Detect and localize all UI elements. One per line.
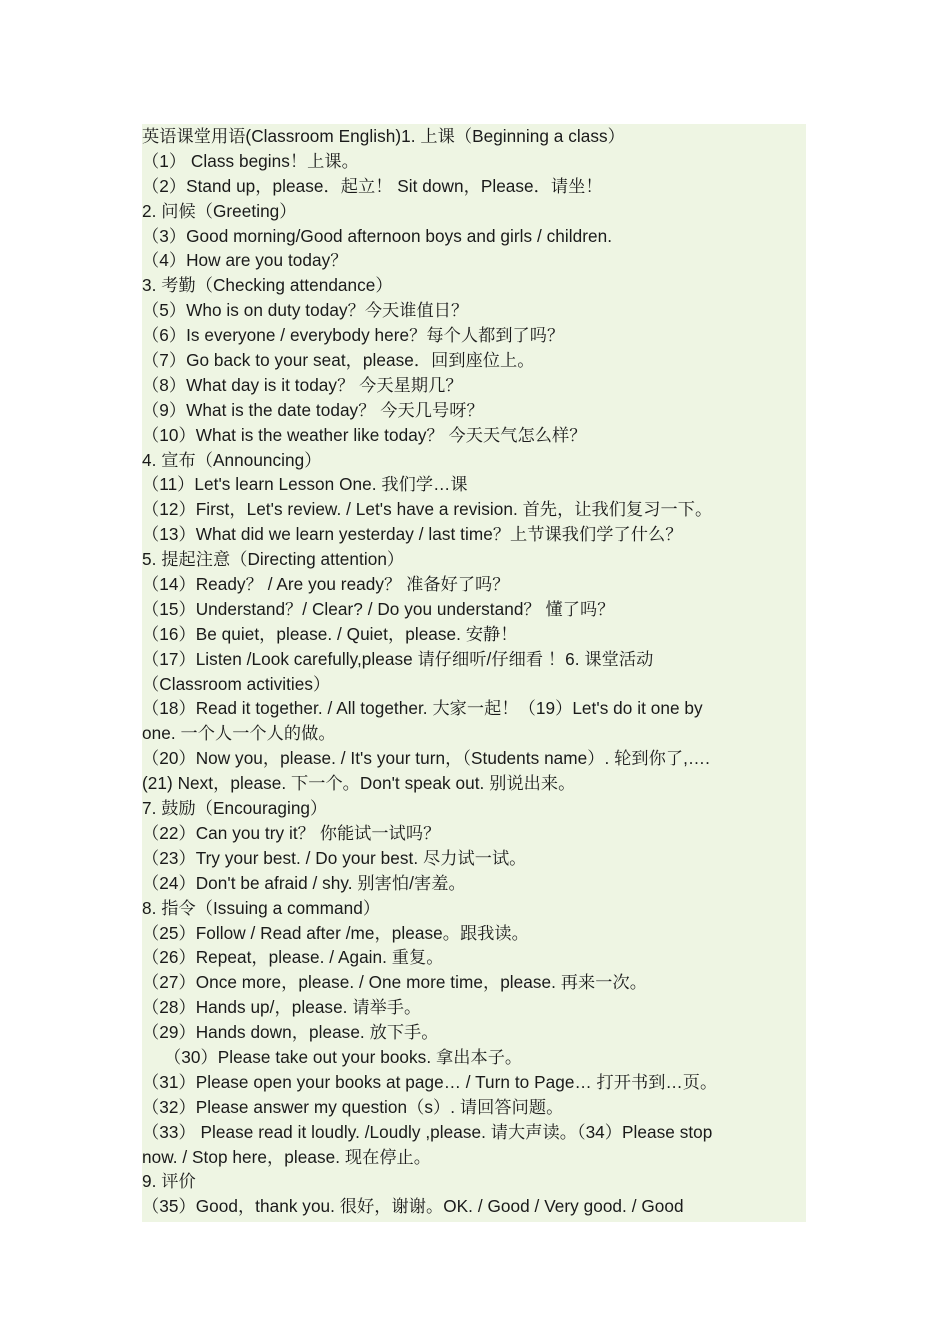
text-line: 英语课堂用语(Classroom English)1. 上课（Beginning a class）	[142, 126, 625, 146]
text-line: （1） Class begins！上课。	[142, 150, 359, 171]
text-line: 4. 宣布（Announcing）	[142, 449, 322, 470]
text-line: (21) Next，please. 下一个。Don't speak out. 别说出来。	[142, 773, 576, 794]
text-line: one. 一个人一个人的做。	[142, 723, 336, 744]
text-line: （3）Good morning/Good afternoon boys and girls / children.	[142, 225, 613, 246]
text-line: （Classroom activities）	[142, 673, 331, 694]
text-line: （22）Can you try it？ 你能试一试吗？	[142, 822, 441, 843]
text-line: （10）What is the weather like today？ 今天天气怎么样？	[142, 424, 587, 445]
text-line: （4）How are you today？	[142, 250, 348, 271]
text-line: （26）Repeat，please. / Again. 重复。	[142, 947, 444, 968]
text-line: 9. 评价	[142, 1171, 196, 1192]
text-line: 7. 鼓励（Encouraging）	[142, 798, 328, 819]
text-line: （9）What is the date today？ 今天几号呀？	[142, 399, 484, 420]
text-line: （25）Follow / Read after /me，please。跟我读。	[142, 922, 529, 943]
text-line: （24）Don't be afraid / shy. 别害怕/害羞。	[142, 872, 466, 893]
text-line: （35）Good，thank you. 很好，谢谢。OK. / Good / Very good. / Good	[142, 1196, 684, 1217]
text-line: （33） Please read it loudly. /Loudly ,please. 请大声读。（34）Please stop	[142, 1121, 713, 1142]
text-line: （32）Please answer my question（s）. 请回答问题。	[142, 1096, 564, 1117]
text-line: 3. 考勤（Checking attendance）	[142, 275, 393, 296]
text-line: （14）Ready？ / Are you ready？ 准备好了吗？	[142, 574, 510, 595]
text-line: （18）Read it together. / All together. 大家一起！（19）Let's do it one by	[142, 698, 703, 719]
text-line: （23）Try your best. / Do your best. 尽力试一试。	[142, 847, 527, 868]
text-line: （27）Once more，please. / One more time，please. 再来一次。	[142, 972, 647, 993]
text-line: （6）Is everyone / everybody here？每个人都到了吗？	[142, 325, 565, 346]
text-line: （11）Let's learn Lesson One. 我们学…课	[142, 474, 468, 495]
text-line: （28）Hands up/，please. 请举手。	[142, 997, 422, 1018]
text-line: 8. 指令（Issuing a command）	[142, 897, 381, 918]
text-line: （17）Listen /Look carefully,please 请仔细听/仔细看 ！6. 课堂活动	[142, 648, 654, 669]
text-line: 2. 问候（Greeting）	[142, 200, 297, 221]
text-line: （29）Hands down，please. 放下手。	[142, 1022, 439, 1043]
text-line: （30）Please take out your books. 拿出本子。	[164, 1046, 523, 1067]
text-line: （20）Now you，please. / It's your turn，（Students name）. 轮到你了,….	[142, 748, 710, 769]
text-line: 5. 提起注意（Directing attention）	[142, 549, 405, 570]
text-line: （15）Understand？/ Clear? / Do you understand？ 懂了吗？	[142, 598, 615, 619]
text-line: （8）What day is it today？ 今天星期几？	[142, 374, 463, 395]
text-line: （7）Go back to your seat，please．回到座位上。	[142, 350, 535, 371]
classroom-english-text-block	[142, 124, 806, 1222]
text-line: （13）What did we learn yesterday / last time？上节课我们学了什么？	[142, 524, 683, 545]
text-line: （5）Who is on duty today？今天谁值日？	[142, 300, 469, 321]
text-line: （31）Please open your books at page… / Turn to Page… 打开书到…页。	[142, 1071, 718, 1092]
text-line: （16）Be quiet，please. / Quiet，please. 安静！	[142, 623, 518, 644]
text-line: （2）Stand up，please．起立！ Sit down，Please．请坐！	[142, 175, 603, 196]
text-line: now. / Stop here，please. 现在停止。	[142, 1146, 432, 1167]
text-line: （12）First，Let's review. / Let's have a revision. 首先，让我们复习一下。	[142, 499, 713, 520]
